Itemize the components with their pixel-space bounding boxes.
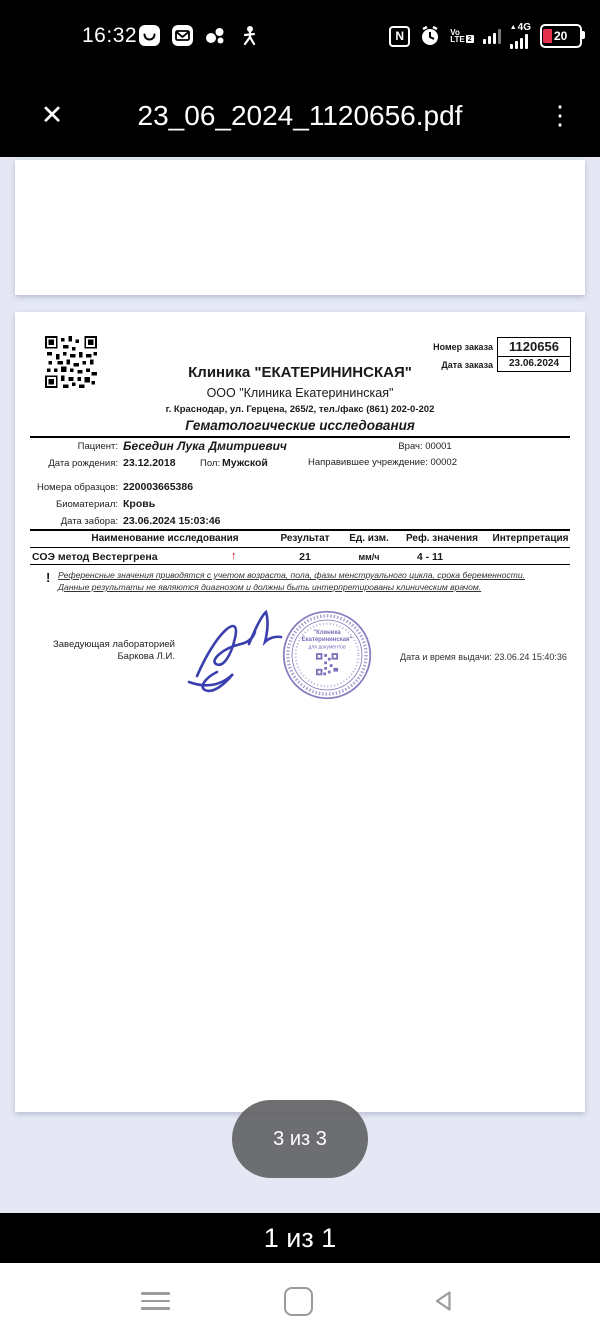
clinic-name: Клиника "ЕКАТЕРИНИНСКАЯ" xyxy=(188,364,412,381)
issue-datetime: Дата и время выдачи: 23.06.24 15:40:36 xyxy=(400,652,567,662)
nfc-icon: N xyxy=(389,26,410,47)
battery-percent: 20 xyxy=(554,29,568,43)
clinic-address: г. Краснодар, ул. Герцена, 265/2, тел./факс (861) 202-0-202 xyxy=(165,404,435,415)
footnote-mark: ! xyxy=(46,570,51,585)
birth-date-label: Дата рождения: xyxy=(48,458,118,469)
home-button[interactable] xyxy=(276,1281,320,1321)
page-counter-bar: 1 из 1 xyxy=(0,1213,600,1263)
table-header-ref: Реф. значения xyxy=(405,533,478,544)
signal-strength-icon-1 xyxy=(483,28,501,44)
report-title: Гематологические исследования xyxy=(185,418,415,433)
pdf-viewer-canvas[interactable] xyxy=(0,157,600,1213)
battery-icon xyxy=(540,24,582,48)
collection-date-value: 23.06.2024 15:03:46 xyxy=(123,515,221,527)
clinic-stamp xyxy=(281,609,373,701)
notification-icons xyxy=(138,24,260,47)
divider xyxy=(30,564,570,565)
pdf-viewer-toolbar xyxy=(0,75,600,157)
lab-report xyxy=(15,312,585,1112)
scroll-page-indicator: 3 из 3 xyxy=(232,1100,368,1178)
table-header-interpretation: Интерпретация xyxy=(492,533,569,544)
home-square-icon xyxy=(284,1287,313,1316)
mail-app-icon xyxy=(171,24,194,47)
close-icon[interactable]: ✕ xyxy=(34,97,70,133)
dots-app-icon xyxy=(204,24,227,47)
pdf-page-previous xyxy=(15,160,585,295)
stamp-line-2: Екатерининская" xyxy=(301,637,353,644)
data-arrow-icon: ▲ xyxy=(509,24,517,31)
location-person-icon xyxy=(237,24,260,47)
volte-icon xyxy=(450,29,474,43)
biomaterial-label: Биоматериал: xyxy=(55,499,118,510)
menu-lines-icon xyxy=(141,1292,170,1309)
stamp-qr-code xyxy=(316,653,338,675)
stamp-line-3: для документов xyxy=(308,644,346,651)
overflow-menu-icon[interactable]: ⋮ xyxy=(542,95,578,135)
signal-strength-icon-2 xyxy=(510,33,528,49)
divider xyxy=(30,529,570,531)
mobile-data-indicator xyxy=(510,23,531,49)
battery-level-fill xyxy=(543,29,552,43)
test-result: 21 xyxy=(299,551,311,563)
sample-numbers-value: 220003665386 xyxy=(123,481,194,493)
patient-label: Пациент: xyxy=(77,441,118,452)
biomaterial-value: Кровь xyxy=(123,498,156,510)
network-type-label: 4G xyxy=(517,22,531,33)
table-header-result: Результат xyxy=(280,533,330,544)
alarm-clock-icon xyxy=(419,25,441,47)
back-button[interactable] xyxy=(421,1281,465,1321)
sex-value: Мужской xyxy=(222,457,268,469)
order-date-value: 23.06.2024 xyxy=(497,357,571,372)
doctor-value: Врач: 00001 xyxy=(398,441,452,452)
footnote-line-1: Референсные значения приводятся с учетом возраста, пола, фазы менструального цикла, срока беременности. xyxy=(58,570,525,580)
store-app-icon xyxy=(138,24,161,47)
collection-date-label: Дата забора: xyxy=(60,516,118,527)
pdf-page-current xyxy=(15,312,585,1112)
test-unit: мм/ч xyxy=(358,552,380,562)
system-status-icons xyxy=(389,22,582,50)
test-ref-range: 4 - 11 xyxy=(416,551,444,563)
patient-name: Беседин Лука Дмитриевич xyxy=(123,439,287,453)
table-header-name: Наименование исследования xyxy=(91,533,239,544)
order-number-value: 1120656 xyxy=(497,337,571,357)
clinic-org: ООО "Клиника Екатерининская" xyxy=(206,386,394,400)
clock-time: 16:32 xyxy=(82,24,138,47)
high-flag-icon: ↑ xyxy=(231,550,237,562)
order-date-label: Дата заказа xyxy=(441,359,493,370)
document-title: 23_06_2024_1120656.pdf xyxy=(137,100,463,131)
android-nav-bar xyxy=(0,1263,600,1339)
divider xyxy=(30,436,570,438)
divider xyxy=(30,547,570,548)
footnote-line-2: Данные результаты не являются диагнозом и должны быть интерпретированы клиническим врачом. xyxy=(58,582,482,592)
table-header-unit: Ед. изм. xyxy=(349,533,389,544)
volte-badge: 2 xyxy=(466,35,474,43)
sex-label: Пол: xyxy=(200,458,221,469)
status-bar xyxy=(0,0,600,75)
back-triangle-icon xyxy=(430,1288,456,1314)
sample-numbers-label: Номера образцов: xyxy=(36,482,118,493)
birth-date-value: 23.12.2018 xyxy=(123,457,176,469)
volte-bottom-label: LTE xyxy=(450,35,465,44)
order-number-label: Номер заказа xyxy=(433,342,493,352)
recents-button[interactable] xyxy=(133,1281,177,1321)
volte-top-label: Vo xyxy=(450,28,460,37)
lab-head-role: Заведующая лабораторией xyxy=(53,639,175,650)
referral-value: Направившее учреждение: 00002 xyxy=(308,457,457,468)
lab-head-name: Баркова Л.И. xyxy=(117,651,175,662)
stamp-line-1: "Клиника xyxy=(313,629,341,636)
test-name: СОЭ метод Вестергрена xyxy=(32,551,158,563)
